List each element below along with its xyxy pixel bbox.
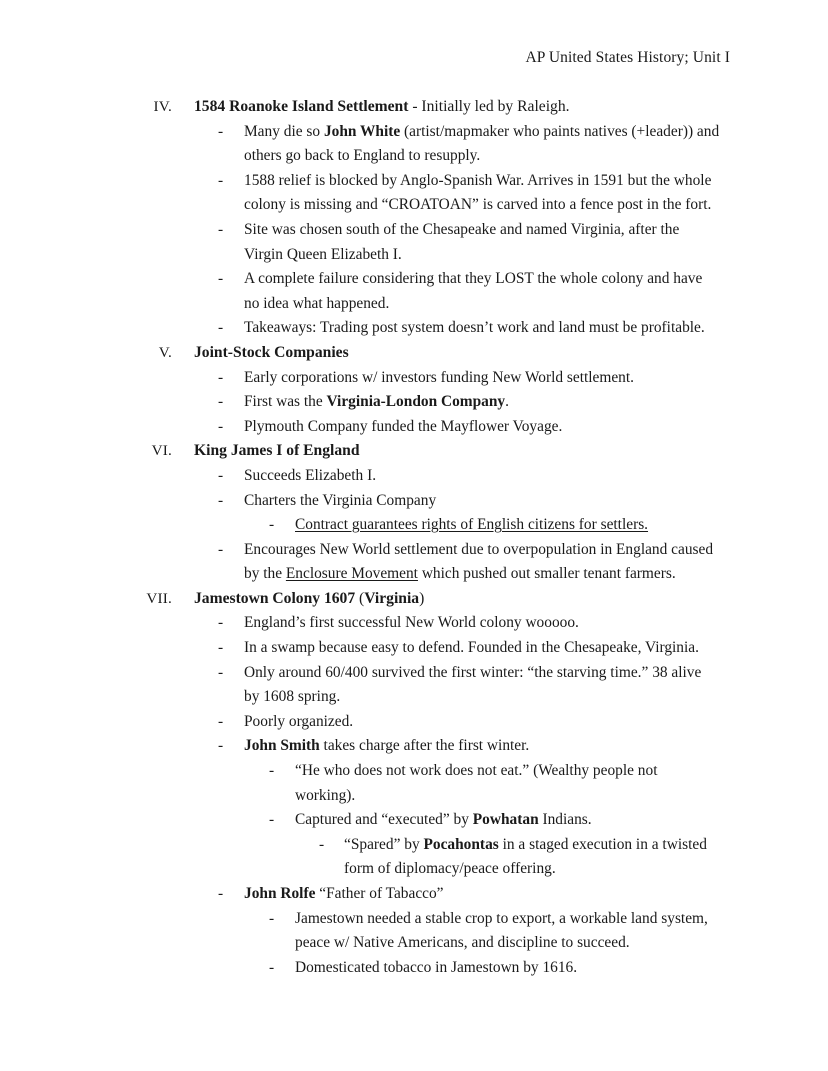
outline-item-text	[244, 710, 720, 735]
outline-item-level-2	[194, 661, 720, 710]
outline-item-level-3	[244, 907, 720, 956]
section-heading-bold-secondary: Virginia	[364, 589, 420, 607]
bullet-dash-icon: -	[218, 885, 224, 902]
emphasis-bold: Powhatan	[472, 811, 539, 829]
text-run: Many die so	[244, 122, 324, 140]
outline-item-text	[295, 956, 720, 981]
section-numeral: IV.	[153, 98, 172, 115]
outline-item-level-3	[244, 759, 720, 808]
bullet-dash-icon: -	[218, 319, 224, 337]
text-run: In a swamp because easy to defend. Founded in the Chesapeake, Virginia.	[244, 639, 699, 657]
outline-item-level-2	[194, 390, 720, 415]
bullet-dash-icon: -	[218, 171, 224, 189]
bullet-dash-icon: -	[269, 909, 275, 927]
outline-item-text	[244, 882, 720, 907]
section-heading	[194, 587, 720, 612]
section-numeral: VI.	[151, 442, 172, 460]
section-heading-bold: King James I of England	[194, 442, 360, 460]
outline-item-level-2	[194, 636, 720, 661]
outline-item-text	[244, 464, 720, 489]
outline-item-level-3	[244, 513, 720, 538]
outline-item-text	[244, 169, 720, 218]
text-run: First was the	[244, 393, 327, 411]
outline-item-level-2	[194, 120, 720, 169]
emphasis-bold: Virginia-London Company	[326, 393, 506, 411]
section-heading-bold: Jamestown Colony 1607	[194, 589, 356, 607]
outline-item-level-2	[194, 267, 720, 316]
text-run: Charters the Virginia Company	[244, 491, 437, 509]
bullet-dash-icon: -	[218, 639, 224, 657]
outline-section	[0, 341, 828, 439]
text-run: Succeeds Elizabeth I.	[244, 466, 377, 484]
text-run: Only around 60/400 survived the first winter: “the starving time.” 38 alive by 1608 spring.	[244, 663, 702, 706]
text-run: “He who does not work does not eat.” (Wealthy people not working).	[295, 762, 658, 804]
outline-item-level-3	[244, 808, 720, 882]
bullet-dash-icon: -	[218, 712, 224, 730]
outline-item-text	[244, 316, 720, 341]
text-run: Indians.	[538, 811, 592, 829]
outline-item-level-2	[194, 415, 720, 440]
outline-item-text	[295, 907, 720, 956]
bullet-dash-icon: -	[269, 958, 275, 976]
outline-item-text	[244, 538, 720, 587]
section-heading-separator: (	[355, 589, 365, 607]
emphasis-underline: Enclosure Movement	[285, 565, 418, 583]
section-heading-rest: - Initially led by Raleigh.	[408, 98, 570, 115]
outline-item-level-2	[194, 710, 720, 735]
outline-item-text	[244, 489, 720, 514]
text-run: Site was chosen south of the Chesapeake and named Virginia, after the Virgin Queen Elizabeth I.	[244, 220, 680, 263]
section-heading-bold: 1584 Roanoke Island Settlement	[194, 98, 409, 115]
text-run: takes charge after the first winter.	[319, 737, 530, 755]
emphasis-underline: Contract guarantees rights of English citizens for settlers.	[295, 516, 649, 534]
outline-item-text	[244, 366, 720, 391]
text-run: Domesticated tobacco in Jamestown by 1616.	[295, 958, 578, 976]
outline-item-level-2	[194, 538, 720, 587]
outline-item-text	[244, 415, 720, 440]
running-header	[100, 48, 730, 68]
outline-item-level-2	[194, 882, 720, 980]
section-heading	[194, 439, 720, 464]
bullet-dash-icon: -	[218, 270, 224, 288]
bullet-dash-icon: -	[218, 614, 224, 632]
bullet-dash-icon: -	[218, 540, 224, 558]
section-heading-rest: )	[419, 589, 425, 607]
text-run: Early corporations w/ investors funding New World settlement.	[244, 368, 635, 386]
outline-item-text	[244, 390, 720, 415]
bullet-dash-icon: -	[218, 663, 224, 681]
text-run: Encourages New World settlement due to overpopulation in England caused by the	[244, 540, 714, 583]
outline-item-text	[295, 759, 720, 808]
section-heading	[194, 341, 720, 366]
outline-item-level-2	[194, 316, 720, 341]
outline-item-text	[244, 734, 720, 759]
outline-item-level-2	[194, 169, 720, 218]
outline-body	[0, 95, 828, 980]
bullet-dash-icon: -	[218, 491, 224, 509]
text-run: (artist/mapmaker who paints natives (+leader)) and others go back to England to resupply.	[244, 122, 720, 165]
section-heading-bold: Joint-Stock Companies	[194, 343, 349, 361]
text-run: in a staged execution in a twisted form of diplomacy/peace offering.	[344, 835, 707, 878]
bullet-dash-icon: -	[218, 417, 224, 435]
text-run: A complete failure considering that they LOST the whole colony and have no idea what happened.	[244, 270, 703, 312]
outline-item-level-2	[194, 464, 720, 489]
emphasis-bold: Pocahontas	[423, 835, 499, 853]
text-run: “Father of Tabacco”	[315, 885, 444, 902]
text-run: Poorly organized.	[244, 712, 354, 730]
outline-item-level-2	[194, 734, 720, 882]
running-header-text: AP United States History; Unit I	[525, 49, 730, 66]
text-run: Captured and “executed” by	[295, 811, 473, 829]
text-run: 1588 relief is blocked by Anglo-Spanish War. Arrives in 1591 but the whole colony is missing and “CROATOAN” is carved into a fence post in the fort.	[244, 171, 712, 214]
outline-section	[0, 439, 828, 587]
outline-item-level-2	[194, 366, 720, 391]
outline-item-level-4	[295, 833, 720, 882]
outline-item-text	[244, 267, 720, 316]
bullet-dash-icon: -	[269, 516, 275, 534]
text-run: .	[505, 393, 509, 411]
outline-item-level-2	[194, 611, 720, 636]
text-run: “Spared” by	[344, 835, 424, 853]
bullet-dash-icon: -	[218, 737, 224, 755]
outline-section	[0, 587, 828, 981]
bullet-dash-icon: -	[269, 762, 275, 780]
bullet-dash-icon: -	[218, 393, 224, 411]
text-run: England’s first successful New World colony wooooo.	[244, 614, 579, 632]
emphasis-bold: John Rolfe	[244, 885, 316, 902]
emphasis-bold: John Smith	[244, 737, 320, 755]
bullet-dash-icon: -	[319, 835, 325, 853]
section-numeral: V.	[158, 343, 172, 361]
outline-item-text	[244, 636, 720, 661]
outline-item-text	[244, 218, 720, 267]
section-heading	[194, 95, 720, 120]
outline-item-level-2	[194, 218, 720, 267]
text-run: Plymouth Company funded the Mayflower Voyage.	[244, 417, 563, 435]
outline-item-level-2	[194, 489, 720, 538]
section-numeral: VII.	[146, 589, 172, 607]
outline-item-text	[244, 120, 720, 169]
text-run: which pushed out smaller tenant farmers.	[417, 565, 676, 583]
bullet-dash-icon: -	[218, 122, 224, 140]
bullet-dash-icon: -	[218, 466, 224, 484]
outline-item-text	[344, 833, 720, 882]
outline-item-text	[295, 808, 720, 833]
outline-section	[0, 95, 828, 341]
emphasis-bold: John White	[323, 122, 401, 140]
text-run: Jamestown needed a stable crop to export, a workable land system, peace w/ Native Americans, and discipline to succeed.	[295, 909, 708, 952]
text-run: Takeaways: Trading post system doesn’t work and land must be profitable.	[244, 319, 705, 337]
outline-item-level-3	[244, 956, 720, 981]
outline-item-text	[244, 661, 720, 710]
bullet-dash-icon: -	[218, 220, 224, 238]
bullet-dash-icon: -	[269, 811, 275, 829]
outline-item-text	[244, 611, 720, 636]
bullet-dash-icon: -	[218, 368, 224, 386]
outline-item-text	[295, 513, 720, 538]
